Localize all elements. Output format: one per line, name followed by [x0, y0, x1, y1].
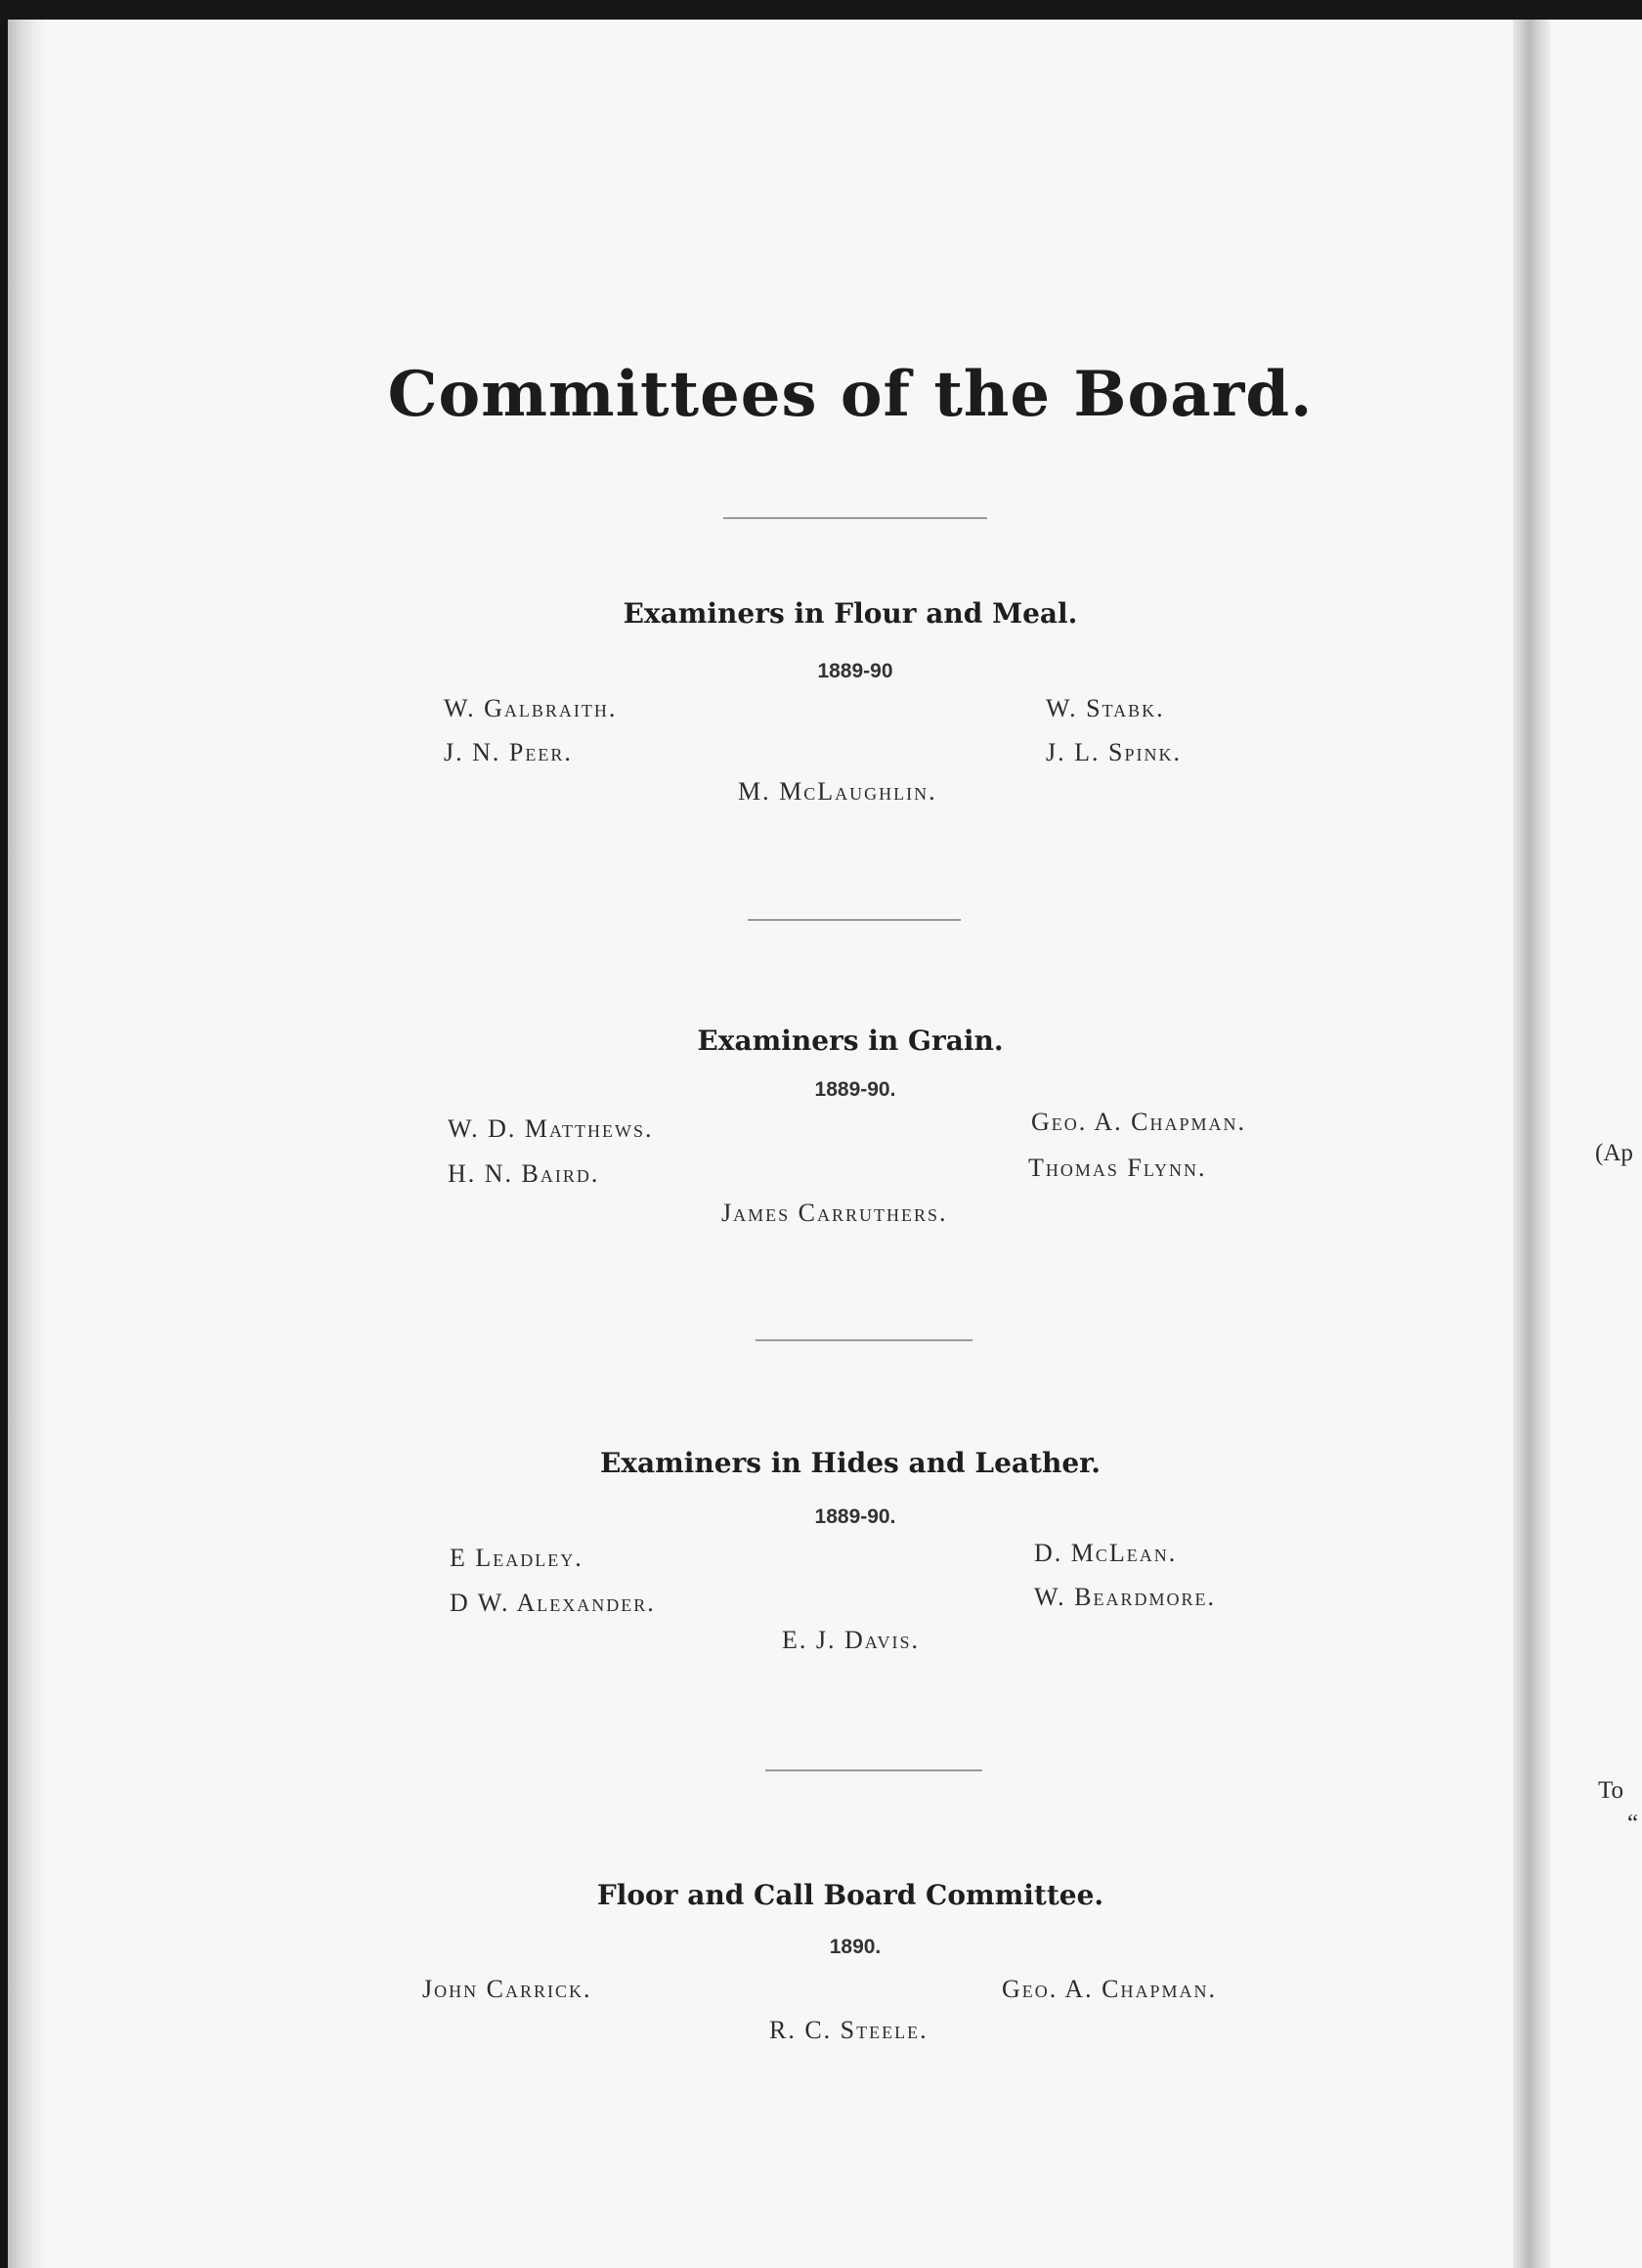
member-name: E Leadley.: [450, 1544, 583, 1572]
member-name: H. N. Baird.: [448, 1159, 600, 1188]
section-divider: [748, 919, 961, 921]
section-divider: [756, 1339, 972, 1341]
section-heading: Examiners in Hides and Leather.: [599, 1447, 1102, 1479]
section-year: 1890.: [829, 1936, 882, 1958]
section-heading: Floor and Call Board Committee.: [596, 1879, 1104, 1911]
member-name: W. D. Matthews.: [448, 1114, 654, 1143]
section-year: 1889-90.: [814, 1078, 896, 1101]
member-name: W. Stabk.: [1046, 694, 1165, 722]
member-name: D W. Alexander.: [450, 1589, 656, 1617]
member-name: E. J. Davis.: [782, 1626, 920, 1654]
member-name: W. Beardmore.: [1034, 1583, 1216, 1611]
document-page: [8, 20, 1642, 2268]
adjacent-page-fragment: “: [1627, 1810, 1639, 1837]
member-name: John Carrick.: [422, 1975, 592, 2003]
section-year: 1889-90: [817, 660, 893, 682]
member-name: R. C. Steele.: [769, 2016, 929, 2044]
adjacent-page-fragment: (Ap: [1595, 1140, 1633, 1166]
section-divider: [765, 1769, 982, 1771]
adjacent-page-fragment: To: [1598, 1777, 1624, 1804]
section-heading: Examiners in Grain.: [697, 1025, 1004, 1057]
section-year: 1889-90.: [814, 1505, 896, 1528]
member-name: J. L. Spink.: [1046, 738, 1182, 766]
section-heading: Examiners in Flour and Meal.: [623, 597, 1078, 630]
book-gutter: [1513, 20, 1550, 2268]
page-title: Committees of the Board.: [387, 358, 1314, 431]
section-divider: [723, 517, 987, 519]
member-name: Geo. A. Chapman.: [1002, 1975, 1217, 2003]
member-name: J. N. Peer.: [444, 738, 573, 766]
member-name: W. Galbraith.: [444, 694, 618, 722]
member-name: Geo. A. Chapman.: [1031, 1108, 1246, 1136]
member-name: Thomas Flynn.: [1028, 1154, 1207, 1182]
member-name: M. McLaughlin.: [738, 777, 937, 806]
member-name: D. McLean.: [1034, 1539, 1178, 1567]
member-name: James Carruthers.: [721, 1199, 948, 1227]
page-edge-shadow: [8, 20, 47, 2268]
